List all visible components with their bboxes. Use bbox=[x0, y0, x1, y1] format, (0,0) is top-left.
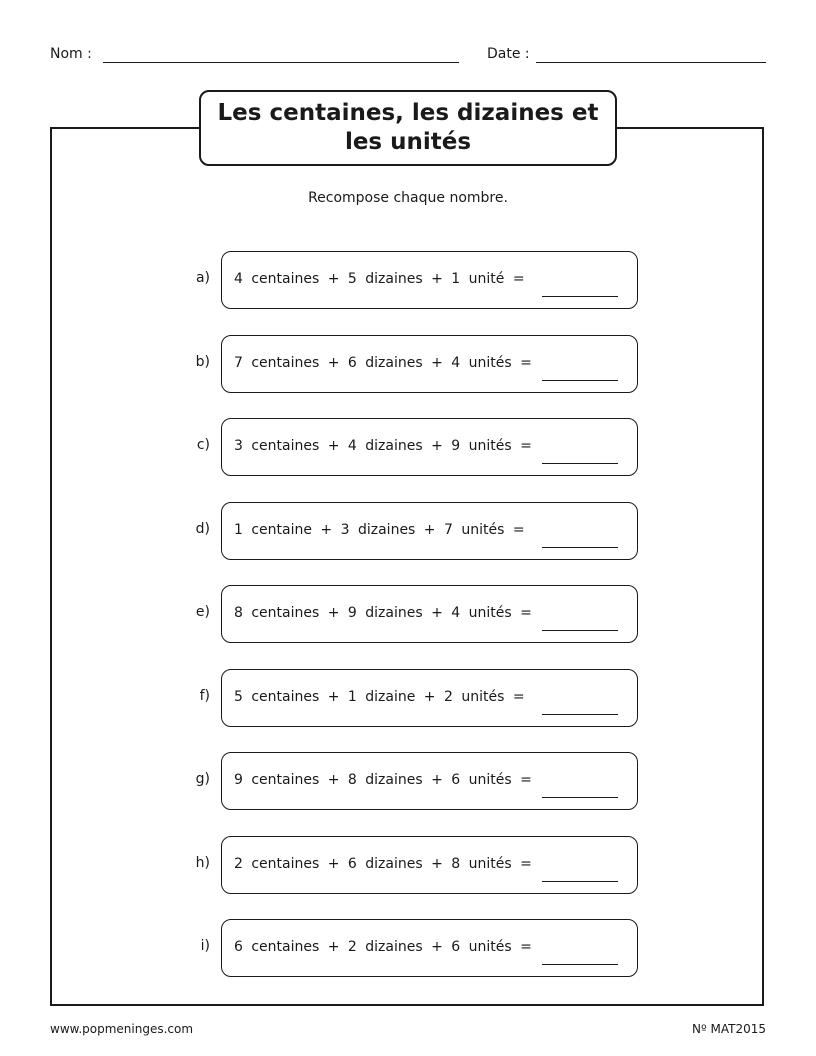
problem-equation: 5 centaines + 1 dizaine + 2 unités = bbox=[234, 689, 525, 705]
problem-box bbox=[221, 836, 638, 894]
problem-item bbox=[0, 585, 816, 643]
answer-line[interactable] bbox=[542, 881, 618, 882]
problem-item bbox=[0, 251, 816, 309]
answer-line[interactable] bbox=[542, 964, 618, 965]
date-label: Date : bbox=[487, 46, 530, 62]
instruction-text: Recompose chaque nombre. bbox=[308, 190, 508, 206]
title-box bbox=[199, 90, 617, 166]
problem-item bbox=[0, 335, 816, 393]
problem-label: g) bbox=[195, 771, 210, 787]
problem-box bbox=[221, 335, 638, 393]
problem-equation: 4 centaines + 5 dizaines + 1 unité = bbox=[234, 271, 525, 287]
worksheet-title: Les centaines, les dizaines et les unités bbox=[217, 100, 599, 155]
problem-label: e) bbox=[195, 604, 210, 620]
problem-item bbox=[0, 418, 816, 476]
problem-label: i) bbox=[200, 938, 210, 954]
problem-item bbox=[0, 752, 816, 810]
problem-box bbox=[221, 251, 638, 309]
problem-label: d) bbox=[195, 521, 210, 537]
answer-line[interactable] bbox=[542, 797, 618, 798]
problem-equation: 2 centaines + 6 dizaines + 8 unités = bbox=[234, 856, 532, 872]
answer-line[interactable] bbox=[542, 630, 618, 631]
problem-box bbox=[221, 585, 638, 643]
name-label: Nom : bbox=[50, 46, 92, 62]
problem-equation: 8 centaines + 9 dizaines + 4 unités = bbox=[234, 605, 532, 621]
problem-item bbox=[0, 502, 816, 560]
answer-line[interactable] bbox=[542, 296, 618, 297]
problem-box bbox=[221, 919, 638, 977]
answer-line[interactable] bbox=[542, 380, 618, 381]
problem-label: c) bbox=[196, 437, 210, 453]
problem-item bbox=[0, 836, 816, 894]
problem-item bbox=[0, 919, 816, 977]
problem-equation: 1 centaine + 3 dizaines + 7 unités = bbox=[234, 522, 525, 538]
problem-label: h) bbox=[195, 855, 210, 871]
answer-line[interactable] bbox=[542, 714, 618, 715]
problem-box bbox=[221, 669, 638, 727]
problem-equation: 9 centaines + 8 dizaines + 6 unités = bbox=[234, 772, 532, 788]
date-field-line[interactable] bbox=[536, 62, 766, 63]
problem-label: f) bbox=[199, 688, 210, 704]
footer-code: Nº MAT2015 bbox=[692, 1022, 766, 1036]
footer-website: www.popmeninges.com bbox=[50, 1022, 194, 1036]
answer-line[interactable] bbox=[542, 547, 618, 548]
problem-equation: 3 centaines + 4 dizaines + 9 unités = bbox=[234, 438, 532, 454]
problem-item bbox=[0, 669, 816, 727]
problem-box bbox=[221, 502, 638, 560]
problem-equation: 6 centaines + 2 dizaines + 6 unités = bbox=[234, 939, 532, 955]
problem-box bbox=[221, 752, 638, 810]
problem-label: b) bbox=[195, 354, 210, 370]
problem-label: a) bbox=[195, 270, 210, 286]
problem-equation: 7 centaines + 6 dizaines + 4 unités = bbox=[234, 355, 532, 371]
answer-line[interactable] bbox=[542, 463, 618, 464]
problem-box bbox=[221, 418, 638, 476]
name-field-line[interactable] bbox=[103, 62, 459, 63]
